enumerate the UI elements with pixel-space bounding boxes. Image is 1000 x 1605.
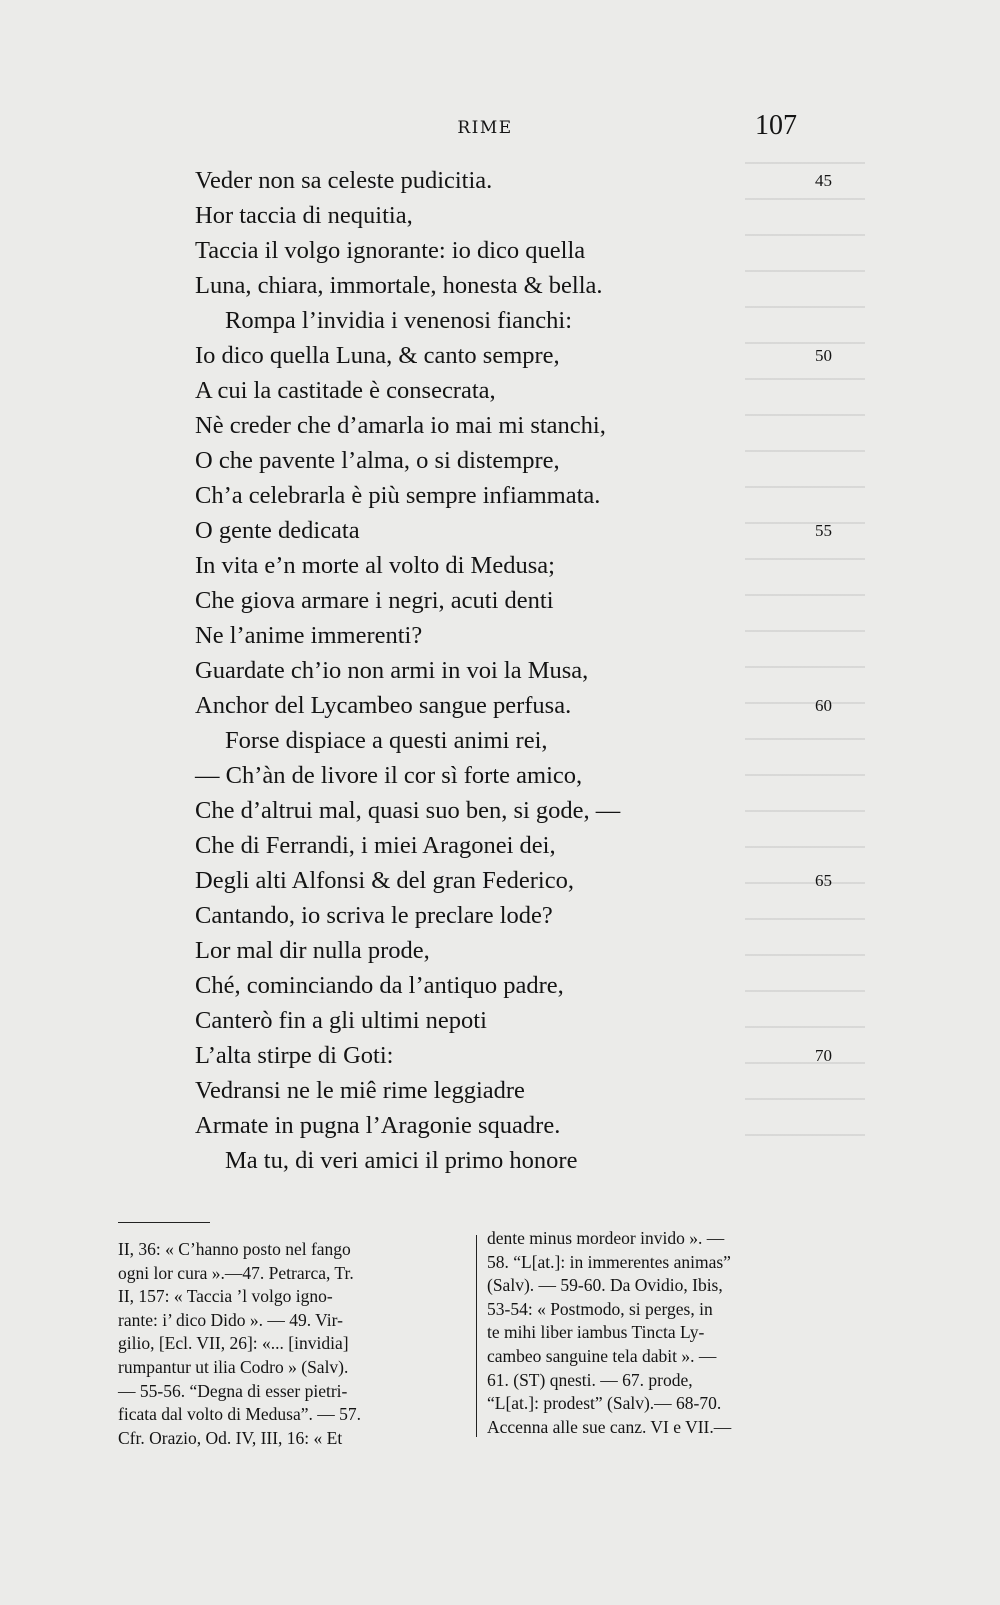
verse-line [195,618,835,653]
verse-text: Forse dispiace a questi animi rei, [225,727,548,754]
footnote-line: “L[at.]: prodest” (Salv).— 68-70. [487,1393,722,1414]
verse-line [195,1108,835,1143]
verse-text: Veder non sa celeste pudicitia. [195,167,493,194]
poem-body [195,163,835,1178]
verse-text: Cantando, io scriva le preclare lode? [195,902,553,929]
footnote-line: Accenna alle sue canz. VI e VII.— [487,1416,732,1437]
verse-text: Taccia il volgo ignorante: io dico quella [195,237,586,264]
verse-line [195,373,835,408]
verse-line [195,233,835,268]
verse-line [195,303,835,338]
verse-text: Canterò fin a gli ultimi nepoti [195,1007,487,1034]
footnote-line: ficata dal volto di Medusa”. — 57. [118,1404,361,1425]
verse-text: Ma tu, di veri amici il primo honore [225,1147,578,1174]
footnote-line: Cfr. Orazio, Od. IV, III, 16: « Et [118,1427,343,1448]
verse-line [195,688,835,723]
line-number: 65 [815,871,832,890]
verse-text: Guardate ch’io non armi in voi la Musa, [195,657,589,684]
verse-text: Io dico quella Luna, & canto sempre, [195,342,560,369]
verse-line [195,898,835,933]
verse-line [195,1143,835,1178]
verse-line [195,408,835,443]
footnote-line: rumpantur ut ilia Codro » (Salv). [118,1356,349,1377]
verse-line [195,828,835,863]
verse-line [195,933,835,968]
footnote-line: II, 36: « C’hanno posto nel fango [118,1239,351,1259]
verse-line [195,163,835,198]
verse-text: O gente dedicata [195,517,360,544]
running-title: RIME [457,118,513,138]
verse-line [195,268,835,303]
footnotes-right-column [487,1227,842,1439]
verse-text: Rompa l’invidia i venenosi fianchi: [225,307,573,334]
verse-line [195,478,835,513]
line-number: 55 [815,521,832,540]
verse-line [195,863,835,898]
footnote-line: — 55-56. “Degna di esser pietri- [118,1380,348,1401]
verse-line [195,548,835,583]
footnote-column-divider [476,1235,477,1437]
verse-line [195,723,835,758]
verse-line [195,443,835,478]
verse-line [195,1073,835,1108]
footnote-line: gilio, [Ecl. VII, 26]: «... [invidia] [118,1333,349,1354]
verse-line [195,338,835,373]
footnote-line: II, 157: « Taccia ’l volgo igno- [118,1286,333,1307]
verse-text: Anchor del Lycambeo sangue perfusa. [195,692,572,719]
verse-text: Che d’altrui mal, quasi suo ben, si gode, — [195,797,621,824]
verse-text: Vedransi ne le miê rime leggiadre [195,1077,525,1104]
verse-text: Che giova armare i negri, acuti denti [195,587,554,614]
verse-text: Lor mal dir nulla prode, [195,937,430,964]
verse-line [195,968,835,1003]
footnote-line: 61. (ST) qnesti. — 67. prode, [487,1369,693,1390]
footnote-line: (Salv). — 59-60. Da Ovidio, Ibis, [487,1275,723,1296]
verse-text: Armate in pugna l’Aragonie squadre. [195,1112,561,1139]
line-number: 70 [815,1046,832,1065]
page-number: 107 [755,110,797,141]
verse-line [195,513,835,548]
verse-line [195,793,835,828]
verse-text: Hor taccia di nequitia, [195,202,413,229]
line-number: 50 [815,346,832,365]
line-number: 60 [815,696,832,715]
verse-text: Ch’a celebrarla è più sempre infiammata. [195,482,601,509]
verse-line [195,198,835,233]
footnote-line: rante: i’ dico Dido ». — 49. Vir- [118,1309,343,1330]
footnote-line: ogni lor cura ».—47. Petrarca, Tr. [118,1262,354,1283]
footnote-line: 53-54: « Postmodo, si perges, in [487,1298,713,1319]
verse-text: Nè creder che d’amarla io mai mi stanchi, [195,412,606,439]
verse-line [195,758,835,793]
footnotes-left-column [118,1238,468,1450]
verse-line [195,1003,835,1038]
verse-text: Degli alti Alfonsi & del gran Federico, [195,867,574,894]
line-number: 45 [815,171,832,190]
verse-text: A cui la castitade è consecrata, [195,377,496,404]
verse-text: L’alta stirpe di Goti: [195,1042,394,1069]
verse-text: O che pavente l’alma, o si distempre, [195,447,560,474]
footnote-line: 58. “L[at.]: in immerentes animas” [487,1251,731,1272]
verse-line [195,653,835,688]
footnote-rule [118,1222,210,1223]
verse-text: Ché, cominciando da l’antiquo padre, [195,972,564,999]
verse-text: Luna, chiara, immortale, honesta & bella. [195,272,603,299]
verse-line [195,1038,835,1073]
verse-line [195,583,835,618]
footnote-line: te mihi liber iambus Tincta Ly- [487,1322,705,1343]
verse-text: Che di Ferrandi, i miei Aragonei dei, [195,832,556,859]
footnote-line: dente minus mordeor invido ». — [487,1228,725,1248]
verse-text: — Ch’àn de livore il cor sì forte amico, [195,762,583,789]
verse-text: Ne l’anime immerenti? [195,622,423,649]
verse-text: In vita e’n morte al volto di Medusa; [195,552,555,579]
footnote-line: cambeo sanguine tela dabit ». — [487,1345,717,1366]
